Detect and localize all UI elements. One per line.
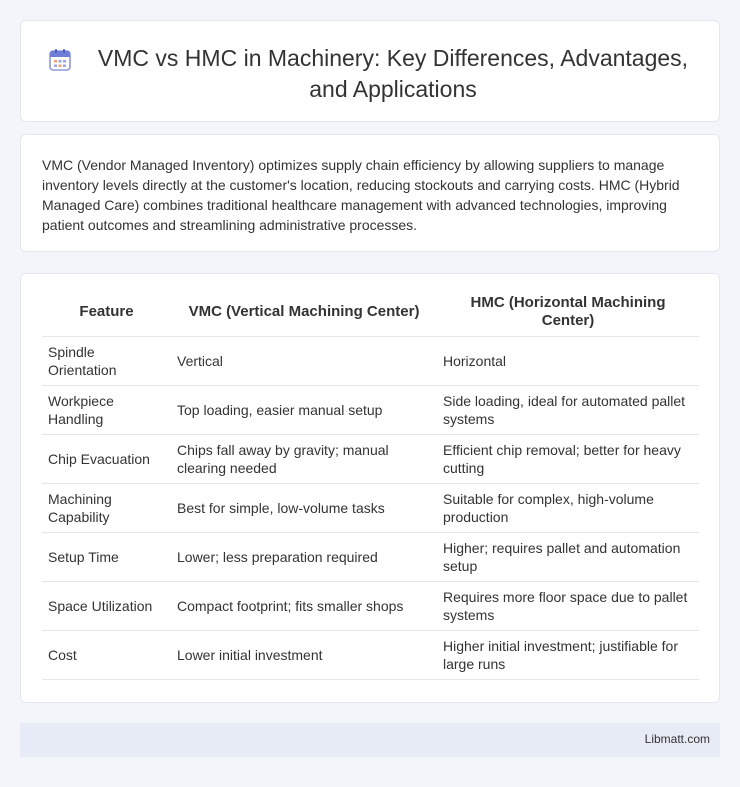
table-header-row: [42, 289, 699, 336]
feature-cell: Chip Evacuation: [42, 434, 171, 483]
vmc-cell: Lower; less preparation required: [171, 532, 437, 581]
hmc-cell: Side loading, ideal for automated pallet systems: [437, 385, 699, 434]
feature-cell: Spindle Orientation: [42, 336, 171, 385]
title-card: [20, 20, 720, 122]
footer-site-link[interactable]: Libmatt.com: [644, 732, 710, 746]
hmc-cell: Higher initial investment; justifiable for large runs: [437, 630, 699, 679]
feature-cell: Setup Time: [42, 532, 171, 581]
page-title: VMC vs HMC in Machinery: Key Differences, Advantages, and Applications: [97, 45, 689, 102]
intro-text: VMC (Vendor Managed Inventory) optimizes supply chain efficiency by allowing suppliers to manage inventory levels directly at the customer's location, reducing stockouts and carrying costs. HMC (Hybrid Managed Care) combines traditional healthcare management with advanced technologies, improving patient outcomes and streamlining administrative processes.: [42, 157, 680, 233]
intro-card: [20, 134, 720, 252]
hmc-cell: Horizontal: [437, 336, 699, 385]
hmc-cell: Requires more floor space due to pallet systems: [437, 581, 699, 630]
hmc-cell: Higher; requires pallet and automation setup: [437, 532, 699, 581]
comparison-table-card: [20, 273, 720, 703]
table-row: [42, 483, 699, 532]
hmc-cell: Suitable for complex, high-volume production: [437, 483, 699, 532]
table-row: [42, 336, 699, 385]
column-header-hmc: HMC (Horizontal Machining Center): [437, 289, 699, 336]
column-header-feature: Feature: [42, 289, 171, 336]
vmc-cell: Lower initial investment: [171, 630, 437, 679]
table-row: [42, 581, 699, 630]
column-header-vmc: VMC (Vertical Machining Center): [171, 289, 437, 336]
vmc-cell: Chips fall away by gravity; manual clearing needed: [171, 434, 437, 483]
feature-cell: Cost: [42, 630, 171, 679]
comparison-table: [42, 289, 699, 680]
feature-cell: Machining Capability: [42, 483, 171, 532]
calendar-icon: [47, 47, 73, 73]
table-row: [42, 385, 699, 434]
feature-cell: Space Utilization: [42, 581, 171, 630]
vmc-cell: Compact footprint; fits smaller shops: [171, 581, 437, 630]
hmc-cell: Efficient chip removal; better for heavy cutting: [437, 434, 699, 483]
vmc-cell: Top loading, easier manual setup: [171, 385, 437, 434]
vmc-cell: Vertical: [171, 336, 437, 385]
feature-cell: Workpiece Handling: [42, 385, 171, 434]
table-row: [42, 532, 699, 581]
table-row: [42, 434, 699, 483]
vmc-cell: Best for simple, low-volume tasks: [171, 483, 437, 532]
footer: [20, 723, 720, 757]
table-row: [42, 630, 699, 679]
